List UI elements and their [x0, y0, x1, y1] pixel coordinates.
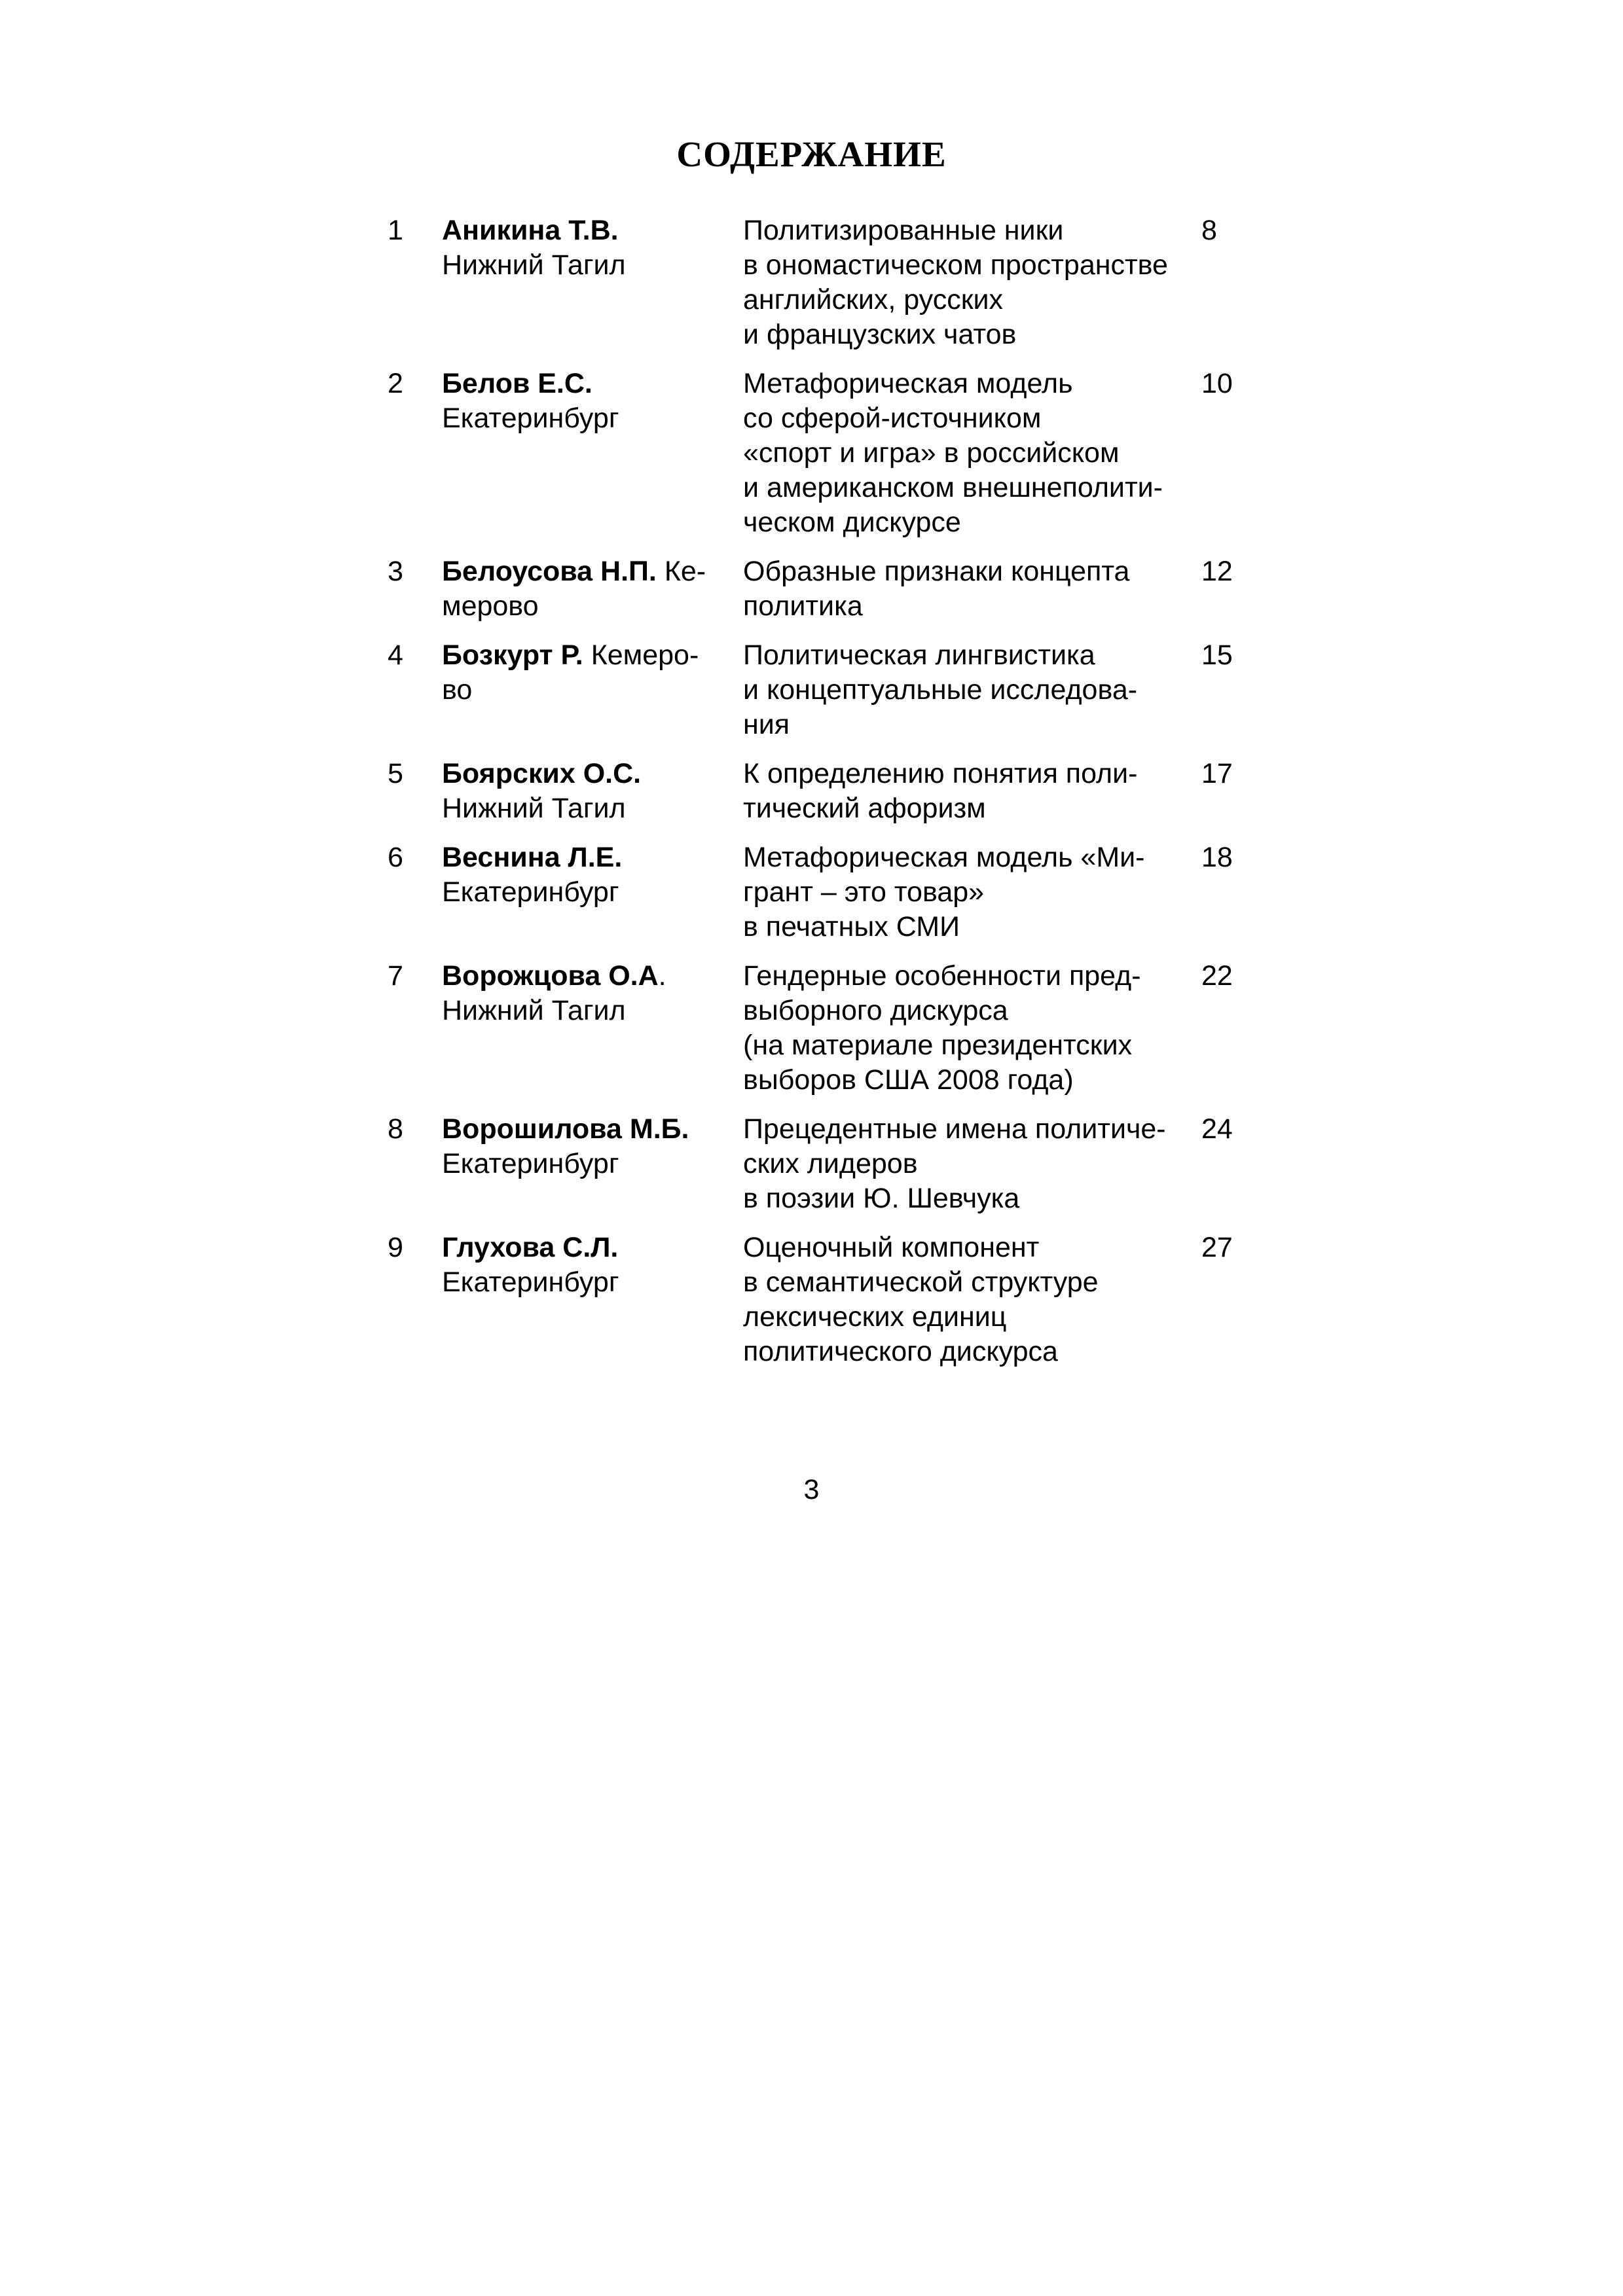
entry-author: [442, 367, 743, 436]
entry-author: [442, 959, 743, 1028]
entry-author: [442, 840, 743, 910]
title-line: и концептуальные исследова-: [743, 674, 1138, 706]
entry-title: [743, 367, 1201, 540]
author-city: Екатеринбург: [442, 403, 619, 434]
title-line: в печатных СМИ: [743, 911, 960, 942]
title-line: грант – это товар»: [743, 876, 985, 908]
entry-author: [442, 1112, 743, 1181]
author-name: Боярских О.С.: [442, 758, 642, 789]
title-line: политического дискурса: [743, 1336, 1058, 1367]
title-line: и французских чатов: [743, 319, 1017, 350]
author-city: Екатеринбург: [442, 1266, 619, 1298]
entry-page-number: 24: [1201, 1113, 1233, 1145]
author-name: Глухова С.Л.: [442, 1232, 619, 1263]
title-line: Гендерные особенности пред-: [743, 960, 1141, 992]
entry-page-number: 22: [1201, 960, 1233, 992]
entry-title: [743, 213, 1201, 352]
title-line: ских лидеров: [743, 1148, 918, 1179]
title-line: Политизированные ники: [743, 215, 1064, 246]
title-line: в ономастическом пространстве: [743, 249, 1168, 281]
author-name-line: [442, 757, 743, 791]
author-name-tail: Ке-: [656, 556, 706, 587]
toc-entry: [388, 959, 1370, 1098]
entry-author: [442, 638, 743, 708]
entry-page-number: 27: [1201, 1232, 1233, 1263]
author-name: Белоусова Н.П.: [442, 556, 657, 587]
title-line: в поэзии Ю. Шевчука: [743, 1183, 1020, 1214]
author-city: во: [442, 674, 473, 706]
title-line: выборного дискурса: [743, 995, 1008, 1026]
entry-number: 6: [388, 842, 403, 873]
author-city: Екатеринбург: [442, 876, 619, 908]
author-name: Ворошилова М.Б.: [442, 1113, 689, 1145]
title-line: Политическая лингвистика: [743, 639, 1095, 671]
title-line: Метафорическая модель: [743, 368, 1073, 399]
entry-page-number: 15: [1201, 639, 1233, 671]
entry-title: [743, 638, 1201, 742]
author-name-line: [442, 1112, 743, 1147]
entry-author: [442, 1230, 743, 1300]
toc-entry: [388, 367, 1370, 540]
entry-page-number: 17: [1201, 758, 1233, 789]
author-name: Бозкурт Р.: [442, 639, 583, 671]
author-name-tail: Кемеро-: [583, 639, 699, 671]
entry-page-number: 10: [1201, 368, 1233, 399]
title-line: Метафорическая модель «Ми-: [743, 842, 1145, 873]
title-line: со сферой-источником: [743, 403, 1042, 434]
title-line: (на материале президентских: [743, 1030, 1133, 1061]
title-line: Образные признаки концепта: [743, 556, 1130, 587]
entry-number: 2: [388, 368, 403, 399]
entry-author: [442, 554, 743, 624]
author-name: Аникина Т.В.: [442, 215, 619, 246]
entry-title: [743, 959, 1201, 1098]
title-line: лексических единиц: [743, 1301, 1007, 1333]
entry-title: [743, 757, 1201, 826]
author-city: Нижний Тагил: [442, 793, 626, 824]
author-city: Нижний Тагил: [442, 249, 626, 281]
title-line: политика: [743, 590, 863, 622]
entry-number: 7: [388, 960, 403, 992]
title-line: Оценочный компонент: [743, 1232, 1040, 1263]
toc-entry: [388, 554, 1370, 624]
entry-title: [743, 554, 1201, 624]
title-line: выборов США 2008 года): [743, 1064, 1074, 1096]
toc-entry: [388, 213, 1370, 352]
entry-author: [442, 213, 743, 283]
toc-entry: [388, 1112, 1370, 1216]
author-name-line: [442, 638, 743, 673]
author-city: мерово: [442, 590, 539, 622]
author-city: Екатеринбург: [442, 1148, 619, 1179]
author-name-tail: .: [658, 960, 666, 992]
entry-page-number: 8: [1201, 215, 1217, 246]
author-name-line: [442, 1230, 743, 1265]
entry-number: 9: [388, 1232, 403, 1263]
author-name: Белов Е.С.: [442, 368, 593, 399]
title-line: «спорт и игра» в российском: [743, 437, 1120, 469]
entry-number: 3: [388, 556, 403, 587]
title-line: ния: [743, 709, 790, 740]
entry-title: [743, 1112, 1201, 1216]
title-line: тический афоризм: [743, 793, 986, 824]
toc-list: [388, 213, 1370, 1384]
entry-title: [743, 1230, 1201, 1369]
entry-page-number: 18: [1201, 842, 1233, 873]
author-name: Веснина Л.Е.: [442, 842, 623, 873]
footer-page-number: 3: [803, 1474, 820, 1505]
author-name-line: [442, 367, 743, 401]
entry-number: 1: [388, 215, 403, 246]
toc-entry: [388, 638, 1370, 742]
toc-heading: СОДЕРЖАНИЕ: [676, 134, 947, 174]
title-line: ческом дискурсе: [743, 507, 961, 538]
title-line: английских, русских: [743, 284, 1004, 315]
author-name-line: [442, 213, 743, 248]
entry-number: 8: [388, 1113, 403, 1145]
toc-entry: [388, 757, 1370, 826]
entry-page-number: 12: [1201, 556, 1233, 587]
entry-number: 4: [388, 639, 403, 671]
author-name-line: [442, 554, 743, 589]
toc-entry: [388, 1230, 1370, 1369]
entry-author: [442, 757, 743, 826]
author-name-line: [442, 959, 743, 994]
title-line: в семантической структуре: [743, 1266, 1099, 1298]
entry-number: 5: [388, 758, 403, 789]
toc-entry: [388, 840, 1370, 944]
author-city: Нижний Тагил: [442, 995, 626, 1026]
author-name-line: [442, 840, 743, 875]
title-line: Прецедентные имена политиче-: [743, 1113, 1166, 1145]
title-line: и американском внешнеполити-: [743, 472, 1163, 503]
entry-title: [743, 840, 1201, 944]
title-line: К определению понятия поли-: [743, 758, 1138, 789]
author-name: Ворожцова О.А: [442, 960, 659, 992]
